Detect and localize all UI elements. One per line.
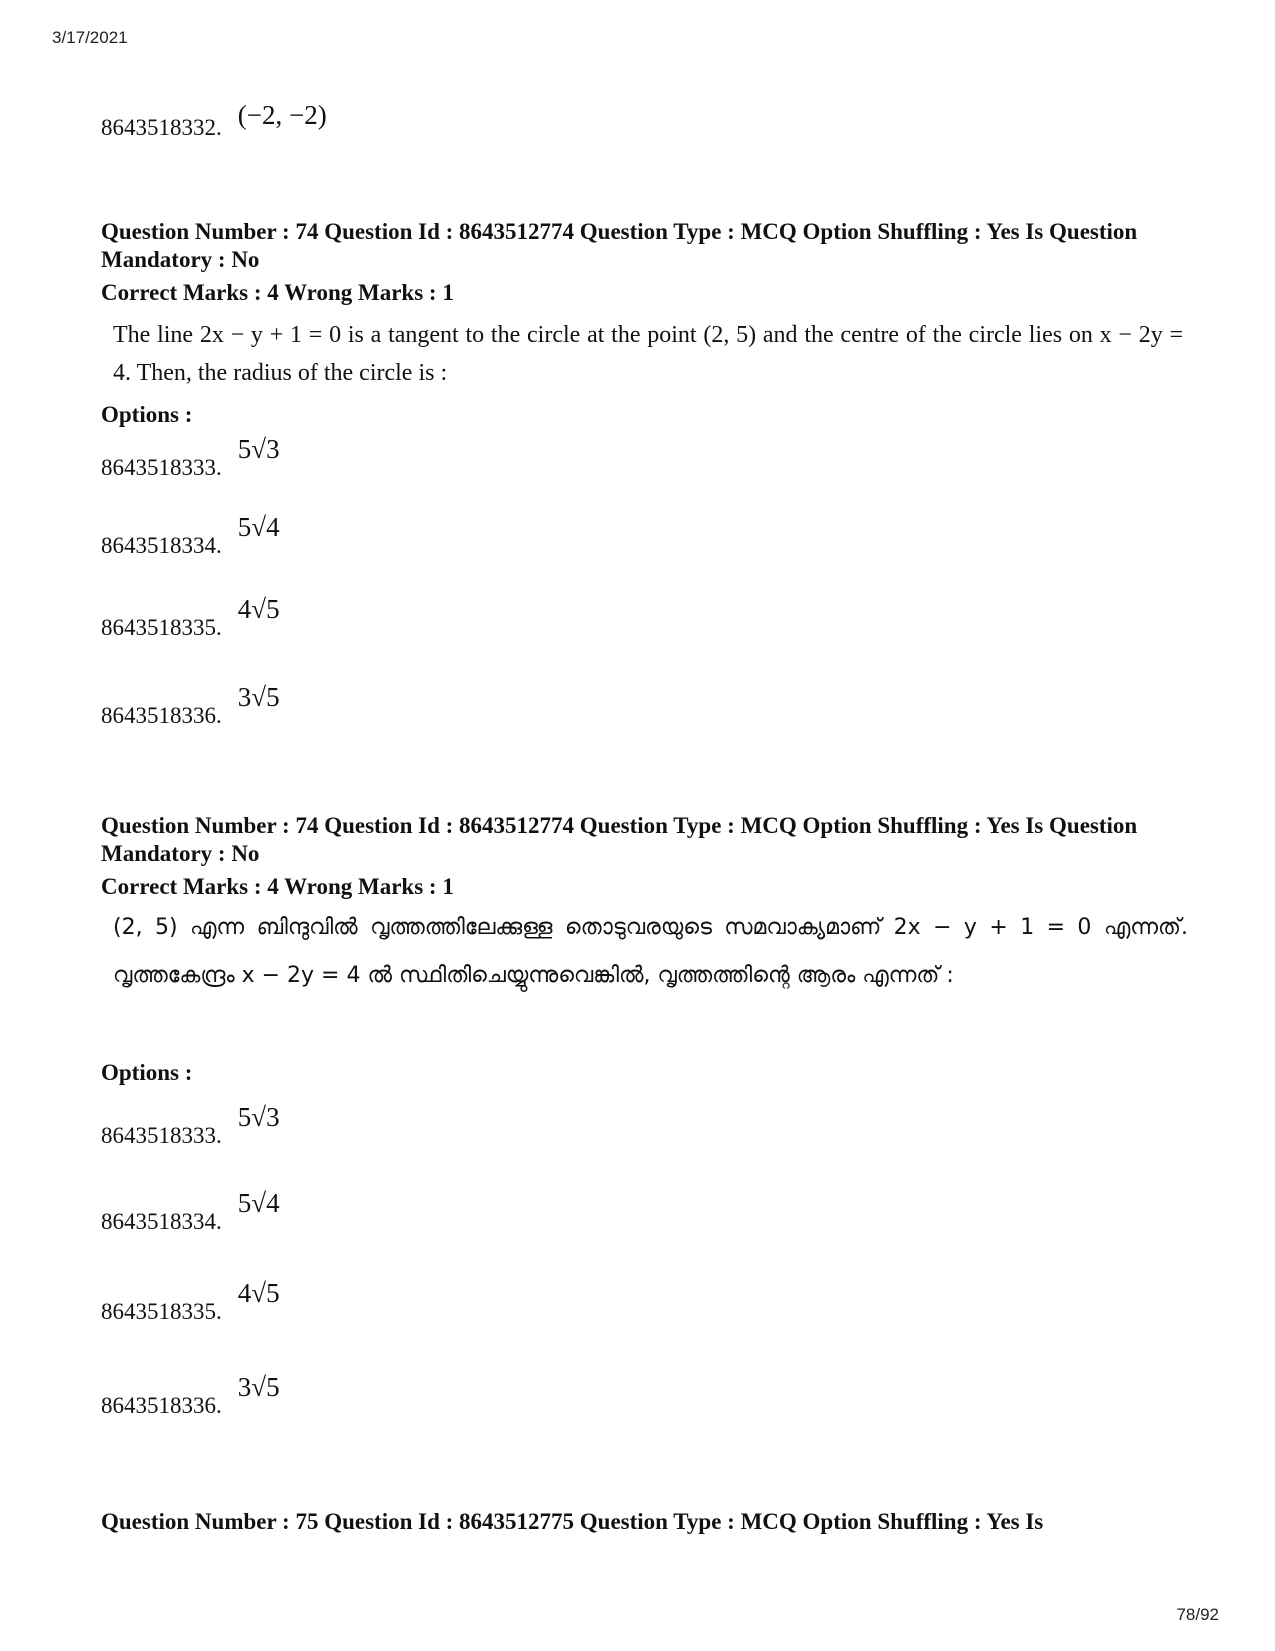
option-row	[101, 682, 280, 728]
option-id: 8643518333.	[101, 1123, 222, 1148]
option-value: 5√4	[237, 512, 280, 542]
option-value: 4√5	[237, 1278, 280, 1308]
option-id: 8643518336.	[101, 703, 222, 728]
option-row	[101, 1188, 280, 1234]
option-row	[101, 512, 280, 558]
option-row	[101, 1102, 280, 1148]
option-row	[101, 1372, 280, 1418]
page-number: 78/92	[1176, 1605, 1219, 1624]
option-row	[101, 434, 280, 480]
option-value: 4√5	[237, 594, 280, 624]
option-value: (−2, −2)	[237, 100, 327, 130]
option-value: 3√5	[237, 1372, 280, 1402]
option-row	[101, 1278, 280, 1324]
options-label: Options :	[101, 1060, 193, 1085]
print-date: 3/17/2021	[52, 28, 128, 47]
option-value: 3√5	[237, 682, 280, 712]
option-id: 8643518335.	[101, 1299, 222, 1324]
question-meta: Question Number : 75 Question Id : 8643512775 Question Type : MCQ Option Shuffling : Yes Is	[101, 1509, 1044, 1534]
option-id: 8643518336.	[101, 1393, 222, 1418]
option-value: 5√4	[237, 1188, 280, 1218]
question-marks: Correct Marks : 4 Wrong Marks : 1	[101, 874, 454, 899]
options-label: Options :	[101, 402, 193, 427]
option-row	[101, 594, 280, 640]
option-row	[101, 100, 327, 140]
option-id: 8643518332.	[101, 115, 222, 140]
option-id: 8643518335.	[101, 615, 222, 640]
option-value: 5√3	[237, 1102, 280, 1132]
option-value: 5√3	[237, 434, 280, 464]
question-text: The line 2x − y + 1 = 0 is a tangent to the circle at the point (2, 5) and the centre of the circle lies on x − 2y = 4. Then, the radius of the circle is :	[113, 322, 1183, 386]
option-id: 8643518333.	[101, 455, 222, 480]
question-meta: Question Number : 74 Question Id : 8643512774 Question Type : MCQ Option Shuffling : Yes Is Question Mandatory : No	[101, 813, 1138, 866]
option-id: 8643518334.	[101, 533, 222, 558]
question-meta: Question Number : 74 Question Id : 8643512774 Question Type : MCQ Option Shuffling : Yes Is Question Mandatory : No	[101, 219, 1138, 272]
question-marks: Correct Marks : 4 Wrong Marks : 1	[101, 280, 454, 305]
option-id: 8643518334.	[101, 1209, 222, 1234]
question-text: (2, 5) എന്ന ബിന്ദുവിൽ വൃത്തത്തിലേക്കുള്ള തൊടുവരയുടെ സമവാക്യമാണ് 2x − y + 1 = 0 എന്നത്. വൃത്തകേന്ദ്രം x − 2y = 4 ൽ സ്ഥിതിചെയ്യുന്നുവെങ്കിൽ, വൃത്തത്തിന്റെ ആരം എന്നത് :	[113, 915, 1188, 988]
